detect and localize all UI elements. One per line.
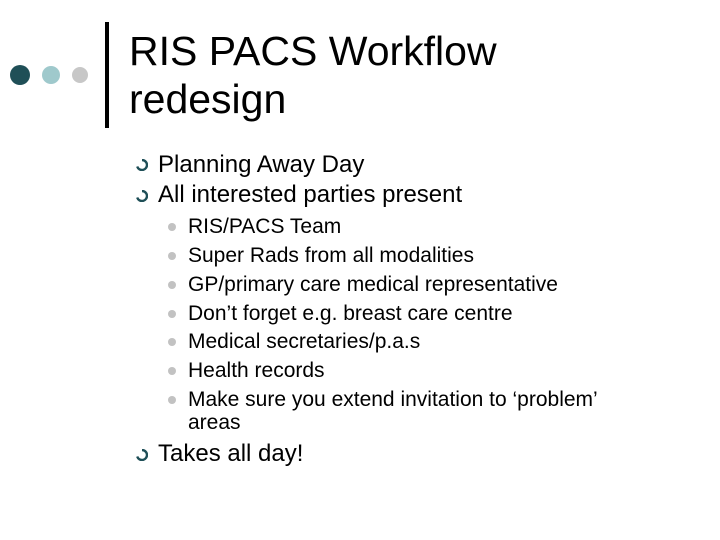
sub-bullet-item: Super Rads from all modalities [188,244,474,267]
bullet-item: All interested parties present [158,181,463,208]
sub-bullet-text: Make sure you extend invitation to ‘problem’ [188,388,598,411]
sub-bullet-item: Don’t forget e.g. breast care centre [188,302,513,325]
title-divider [105,22,109,128]
sub-bullet-dot-icon [168,252,176,260]
sub-bullet-text-continued: areas [188,411,241,434]
bullet-ring-icon [136,449,148,461]
title-line-1: RIS PACS Workflow [129,28,497,74]
sub-bullet-item: Health records [188,359,325,382]
bullet-item: Planning Away Day [158,151,365,178]
title-line-2: redesign [129,76,287,122]
bullet-ring-icon [136,190,148,202]
bullet-ring-icon [136,159,148,171]
decor-dot-grey [72,67,88,83]
sub-bullet-item: RIS/PACS Team [188,215,342,238]
sub-bullet-item-multiline [188,386,678,433]
sub-bullet-item: GP/primary care medical representative [188,273,558,296]
sub-bullet-dot-icon [168,367,176,375]
decor-dot-light [42,66,60,84]
sub-bullet-item: Medical secretaries/p.a.s [188,330,421,353]
sub-bullet-dot-icon [168,396,176,404]
decor-dot-dark [10,65,30,85]
slide-title [129,27,689,123]
sub-bullet-dot-icon [168,338,176,346]
sub-bullet-dot-icon [168,223,176,231]
sub-bullet-dot-icon [168,310,176,318]
sub-bullet-dot-icon [168,281,176,289]
bullet-item-final: Takes all day! [158,440,304,467]
